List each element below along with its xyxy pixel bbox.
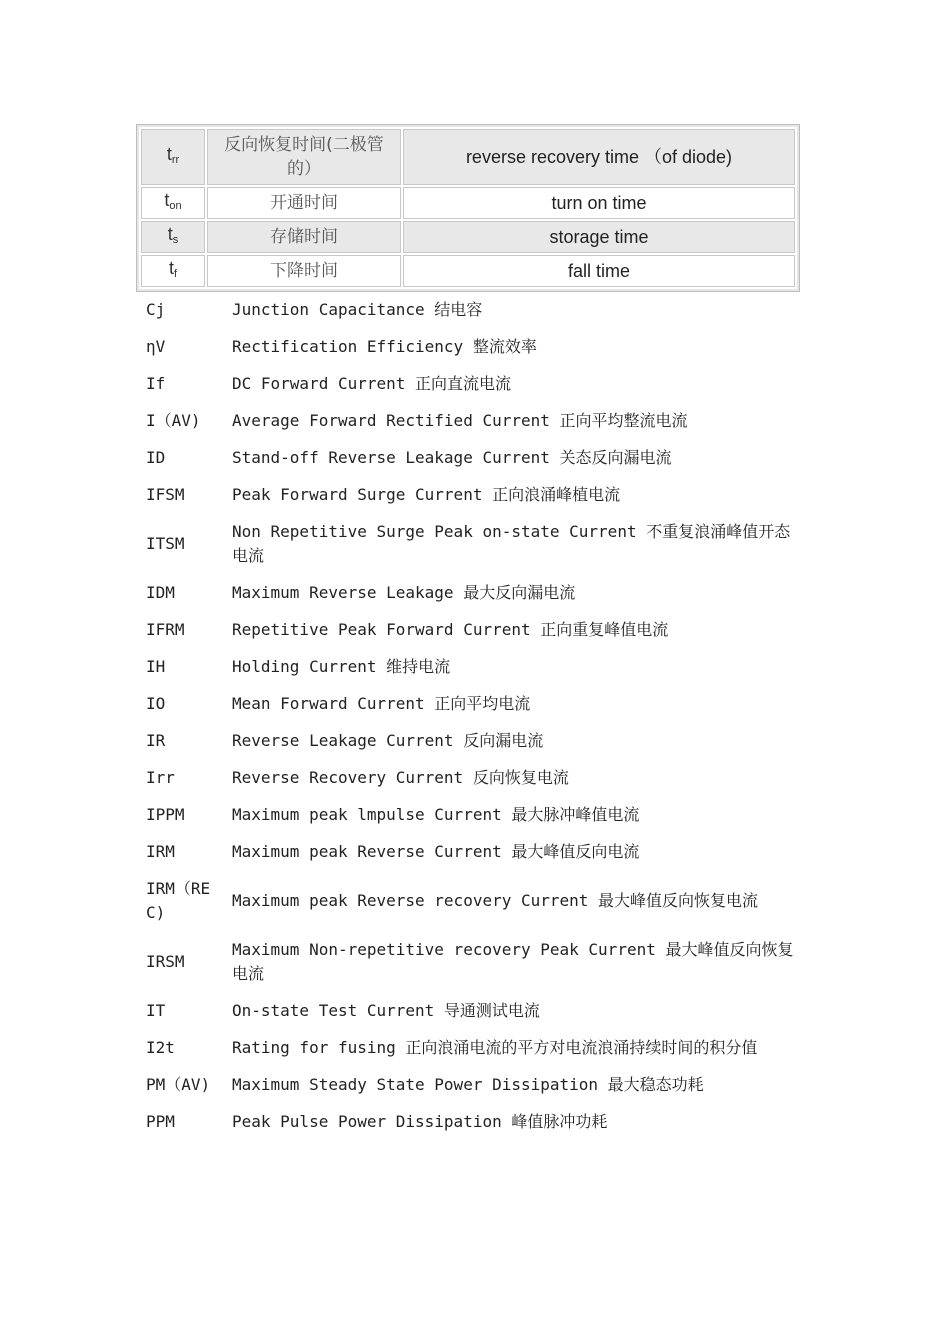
chinese-term-cell: 开通时间: [207, 187, 401, 219]
parameter-definition: Repetitive Peak Forward Current 正向重复峰值电流: [232, 620, 669, 639]
list-item: [138, 440, 798, 477]
parameter-definition: DC Forward Current 正向直流电流: [232, 374, 512, 393]
list-item: [138, 1067, 798, 1104]
list-item: [138, 834, 798, 871]
parameter-definition: On-state Test Current 导通测试电流: [232, 1001, 540, 1020]
list-item: [138, 575, 798, 612]
list-item: [138, 932, 798, 993]
parameter-definition: Rectification Efficiency 整流效率: [232, 337, 537, 356]
list-item: [138, 871, 798, 932]
parameter-definition: Holding Current 维持电流: [232, 657, 451, 676]
english-term-cell: turn on time: [403, 187, 795, 219]
parameter-symbol: ID: [146, 448, 166, 467]
chinese-term-cell: 存储时间: [207, 221, 401, 253]
parameter-symbol: IPPM: [146, 805, 185, 824]
list-item: [138, 1030, 798, 1067]
parameter-symbol: Irr: [146, 768, 175, 787]
parameter-definition: Rating for fusing 正向浪涌电流的平方对电流浪涌持续时间的积分值: [232, 1038, 758, 1057]
parameter-definition: Maximum peak Reverse recovery Current 最大峰值反向恢复电流: [232, 891, 759, 910]
parameter-glossary: [138, 292, 798, 1141]
symbol-base: t: [167, 224, 173, 244]
symbol-cell: [141, 187, 205, 219]
list-item: [138, 329, 798, 366]
english-term-cell: storage time: [403, 221, 795, 253]
switching-time-table: [136, 124, 800, 292]
parameter-definition: Maximum peak lmpulse Current 最大脉冲峰值电流: [232, 805, 640, 824]
parameter-definition: Stand-off Reverse Leakage Current 关态反向漏电流: [232, 448, 672, 467]
list-item: [138, 649, 798, 686]
list-item: [138, 1104, 798, 1141]
parameter-symbol: IRM: [146, 842, 175, 861]
parameter-definition: Non Repetitive Surge Peak on-state Current 不重复浪涌峰值开态电流: [232, 522, 791, 565]
parameter-definition: Mean Forward Current 正向平均电流: [232, 694, 531, 713]
parameter-symbol: PM（AV): [146, 1075, 211, 1094]
symbol-base: t: [168, 258, 174, 278]
symbol-subscript: rr: [171, 154, 180, 166]
switching-time-grid: [139, 127, 797, 289]
parameter-symbol: I（AV): [146, 411, 201, 430]
symbol-base: t: [166, 144, 172, 164]
symbol-base: t: [164, 190, 170, 210]
symbol-cell: [141, 221, 205, 253]
parameter-definition: Maximum Reverse Leakage 最大反向漏电流: [232, 583, 576, 602]
english-term-cell: fall time: [403, 255, 795, 287]
table-row: [141, 187, 795, 219]
list-item: [138, 403, 798, 440]
parameter-symbol: IH: [146, 657, 166, 676]
parameter-symbol: ηV: [146, 337, 166, 356]
table-row: [141, 255, 795, 287]
chinese-term-cell: 下降时间: [207, 255, 401, 287]
parameter-symbol: IRSM: [146, 952, 185, 971]
english-term-cell: reverse recovery time （of diode): [403, 129, 795, 185]
parameter-symbol: IFRM: [146, 620, 185, 639]
list-item: [138, 686, 798, 723]
symbol-subscript: f: [173, 268, 178, 280]
parameter-definition: Peak Forward Surge Current 正向浪涌峰植电流: [232, 485, 621, 504]
list-item: [138, 723, 798, 760]
parameter-definition: Peak Pulse Power Dissipation 峰值脉冲功耗: [232, 1112, 608, 1131]
glossary-table: [138, 292, 798, 1141]
parameter-definition: Reverse Leakage Current 反向漏电流: [232, 731, 544, 750]
list-item: [138, 760, 798, 797]
parameter-definition: Maximum Steady State Power Dissipation 最大稳态功耗: [232, 1075, 704, 1094]
list-item: [138, 993, 798, 1030]
parameter-symbol: IDM: [146, 583, 175, 602]
parameter-definition: Average Forward Rectified Current 正向平均整流电流: [232, 411, 688, 430]
symbol-cell: [141, 255, 205, 287]
list-item: [138, 292, 798, 329]
parameter-definition: Reverse Recovery Current 反向恢复电流: [232, 768, 569, 787]
symbol-subscript: s: [172, 234, 179, 246]
parameter-symbol: IO: [146, 694, 166, 713]
parameter-symbol: Cj: [146, 300, 166, 319]
parameter-symbol: If: [146, 374, 166, 393]
list-item: [138, 797, 798, 834]
parameter-symbol: IR: [146, 731, 166, 750]
parameter-symbol: IRM（REC): [146, 879, 211, 922]
parameter-definition: Maximum Non-repetitive recovery Peak Current 最大峰值反向恢复电流: [232, 940, 794, 983]
parameter-symbol: ITSM: [146, 534, 185, 553]
table-row: [141, 129, 795, 185]
parameter-symbol: IT: [146, 1001, 166, 1020]
list-item: [138, 366, 798, 403]
list-item: [138, 477, 798, 514]
parameter-definition: Maximum peak Reverse Current 最大峰值反向电流: [232, 842, 640, 861]
list-item: [138, 612, 798, 649]
list-item: [138, 514, 798, 575]
chinese-term-cell: 反向恢复时间(二极管的）: [207, 129, 401, 185]
table-row: [141, 221, 795, 253]
symbol-subscript: on: [169, 200, 182, 212]
parameter-symbol: IFSM: [146, 485, 185, 504]
symbol-cell: [141, 129, 205, 185]
parameter-symbol: I2t: [146, 1038, 175, 1057]
parameter-symbol: PPM: [146, 1112, 175, 1131]
parameter-definition: Junction Capacitance 结电容: [232, 300, 483, 319]
